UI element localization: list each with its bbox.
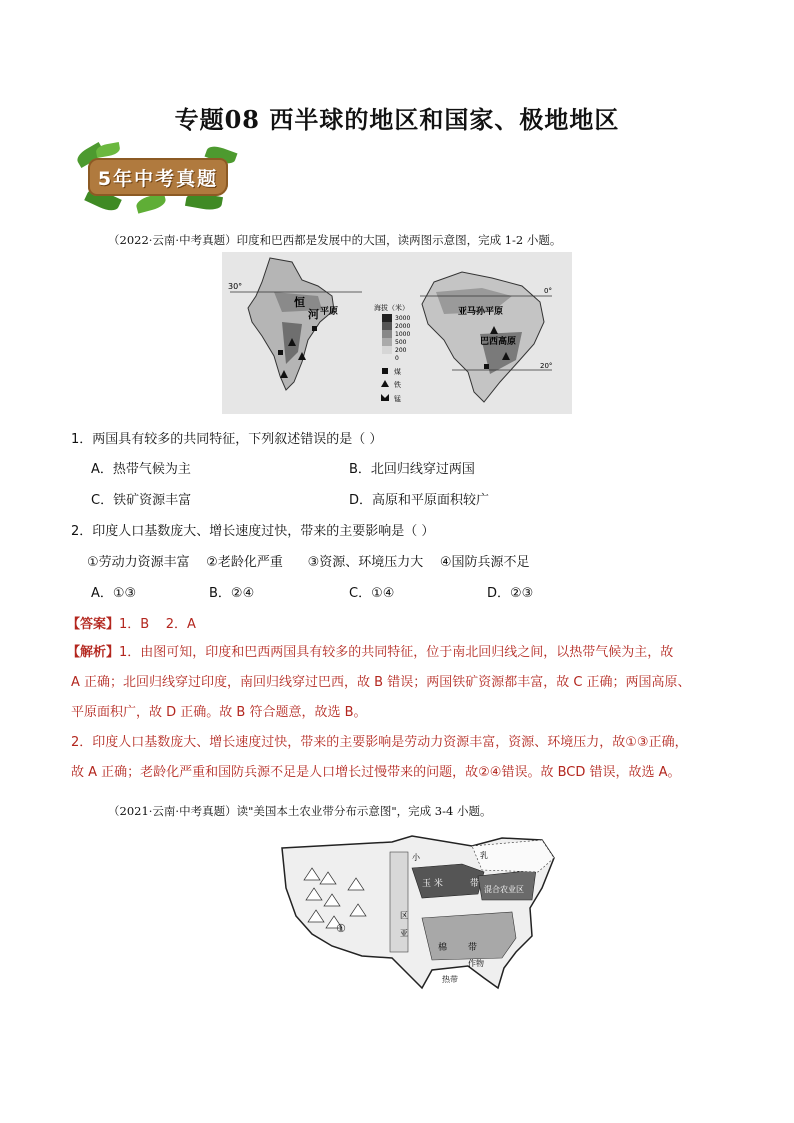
q2-items: ①劳动力资源丰富 ②老龄化严重 ③资源、环境压力大 ④国防兵源不足 [87,555,530,570]
badge-board [88,158,228,196]
answer-line [67,613,196,632]
q2-option-b: B．②④ [209,586,255,601]
analysis-p2a: 2．印度人口基数庞大、增长速度过快，带来的主要影响是劳动力资源丰富，资源、环境压力，故①③正确， [71,735,688,750]
sub-label: 亚 [400,929,408,938]
q1-option-a: A．热带气候为主 [91,462,191,477]
lat-30-label: 30° [228,282,243,291]
q1-option-b: B．北回归线穿过两国 [349,462,475,477]
question-2-stem: 2．印度人口基数庞大、增长速度过快，带来的主要影响是（ ） [71,524,435,539]
legend-2000: 2000 [395,323,411,330]
question-1-stem: 1．两国具有较多的共同特征，下列叙述错误的是（ ） [71,432,383,447]
analysis-tag: 【解析】 [67,645,120,660]
mixed-farming-label: 混合农业区 [484,885,524,894]
five-year-exam-badge [76,148,242,210]
q2-option-d: D．②③ [487,586,534,601]
q1-option-c: C．铁矿资源丰富 [91,493,192,508]
legend-coal: 煤 [394,368,401,376]
legend-title: 海拔（米） [374,304,409,312]
analysis-p2b: 故 A 正确；老龄化严重和国防兵源不足是人口增长过慢带来的问题，故②④错误。故 BCD 错误，故选 A。 [71,765,681,780]
legend-0: 0 [395,355,399,362]
q2-option-c: C．①④ [349,586,395,601]
dairy-label: 乳 [480,851,488,860]
amazon-plain-label: 亚马孙平原 [458,307,504,317]
legend-500: 500 [395,339,407,346]
corn-label: 玉 米 [422,879,443,889]
legend-manganese: 锰 [394,395,401,403]
tropical-label: 热带 [442,975,458,984]
brazil-plateau-label: 巴西高原 [480,337,517,347]
legend-1000: 1000 [395,331,411,338]
heng-label: 恒 [294,296,305,309]
area-label: 区 [400,911,408,920]
analysis-p1b: A 正确；北回归线穿过印度，南回归线穿过巴西，故 B 错误；两国铁矿资源都丰富，故 C 正确；两国高原、 [71,675,691,690]
lat-20-label: 20° [540,362,553,370]
legend-200: 200 [395,347,407,354]
q2-option-a: A．①③ [91,586,137,601]
small-label: 小 [412,853,420,862]
crop-label: 作物 [468,959,484,968]
belt-label: 带 [470,879,480,889]
analysis-p1c: 平原面积广，故 D 正确。故 B 符合题意，故选 B。 [71,705,367,720]
us-agriculture-map [272,828,566,998]
q1-option-d: D．高原和平原面积较广 [349,493,490,508]
legend-iron: 铁 [394,381,401,389]
river-label: 河 [308,308,319,321]
cotton-belt-label: 带 [468,943,478,953]
region-one-label: ① [336,922,346,935]
india-brazil-map [222,252,572,414]
analysis-p1a: 1．由图可知，印度和巴西两国具有较多的共同特征，位于南北回归线之间，以热带气候为主，故 [119,645,674,660]
answer-text: 1．B 2．A [119,617,196,632]
badge-label: 5年中考真题 [97,167,219,190]
plain-label: 平原 [320,307,339,317]
question-intro-2022: （2022·云南·中考真题）印度和巴西都是发展中的大国，读两图示意图，完成 1-2 小题。 [108,233,562,247]
legend-3000: 3000 [395,315,411,322]
page-title: 专题08 西半球的地区和国家、极地地区 [174,105,620,134]
lat-0-label: 0° [544,287,552,295]
question-intro-2021: （2021·云南·中考真题）读"美国本土农业带分布示意图"，完成 3-4 小题。 [108,804,492,818]
analysis-block [67,638,741,788]
answer-tag: 【答案】 [67,617,120,632]
cotton-label: 棉 [438,943,448,953]
